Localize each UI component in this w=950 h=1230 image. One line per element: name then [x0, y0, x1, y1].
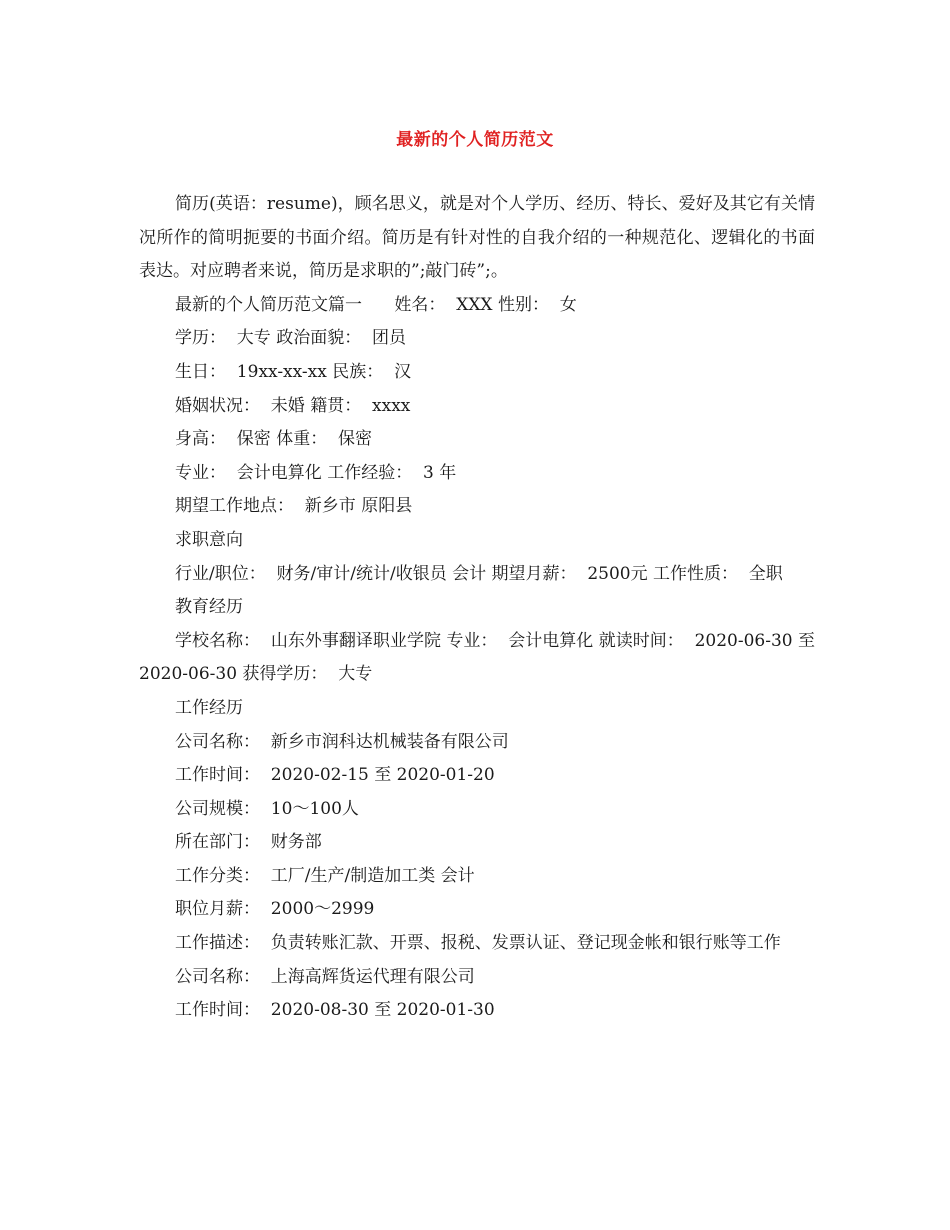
company-name-line-2: 公司名称： 上海高辉货运代理有限公司: [175, 966, 475, 987]
document-body: [139, 188, 821, 1028]
expected-location-line: 期望工作地点： 新乡市 原阳县: [175, 496, 413, 517]
company-name-line: 公司名称： 新乡市润科达机械装备有限公司: [175, 731, 509, 752]
work-history-heading: 工作经历: [175, 697, 243, 718]
document-title: 最新的个人简历范文: [396, 130, 554, 150]
work-time-line: 工作时间： 2020-02-15 至 2020-01-20: [175, 765, 495, 786]
department-line: 所在部门： 财务部: [175, 832, 322, 853]
work-time-line-2: 工作时间： 2020-08-30 至 2020-01-30: [175, 1000, 495, 1021]
work-description-line: 工作描述： 负责转账汇款、开票、报税、发票认证、登记现金帐和银行账等工作: [175, 933, 781, 954]
company-size-line: 公司规模： 10～100人: [175, 798, 359, 819]
school-line: 学校名称： 山东外事翻译职业学院 专业： 会计电算化 就读时间： 2020-06-30 至 2020-06-30 获得学历： 大专: [139, 630, 821, 685]
marital-hometown-line: 婚姻状况： 未婚 籍贯： xxxx: [175, 395, 411, 416]
section-heading-name-gender: 最新的个人简历范文篇一 姓名： XXX 性别： 女: [175, 294, 577, 315]
education-history-heading: 教育经历: [175, 597, 243, 618]
major-experience-line: 专业： 会计电算化 工作经验： 3 年: [175, 462, 457, 483]
work-category-line: 工作分类： 工厂/生产/制造加工类 会计: [175, 865, 475, 886]
education-politics-line: 学历： 大专 政治面貌： 团员: [175, 328, 407, 349]
monthly-salary-line: 职位月薪： 2000～2999: [175, 899, 375, 920]
height-weight-line: 身高： 保密 体重： 保密: [175, 429, 373, 450]
intro-paragraph: 简历(英语：resume)，顾名思义，就是对个人学历、经历、特长、爱好及其它有关情况所作的简明扼要的书面介绍。简历是有针对性的自我介绍的一种规范化、逻辑化的书面表达。对应聘者来说，简历是求职的”;敲门砖”;。: [139, 194, 815, 282]
birthday-ethnicity-line: 生日： 19xx-xx-xx 民族： 汉: [175, 361, 412, 382]
industry-position-line: 行业/职位： 财务/审计/统计/收银员 会计 期望月薪： 2500元 工作性质： 全职: [175, 563, 783, 584]
job-intention-heading: 求职意向: [175, 529, 243, 550]
